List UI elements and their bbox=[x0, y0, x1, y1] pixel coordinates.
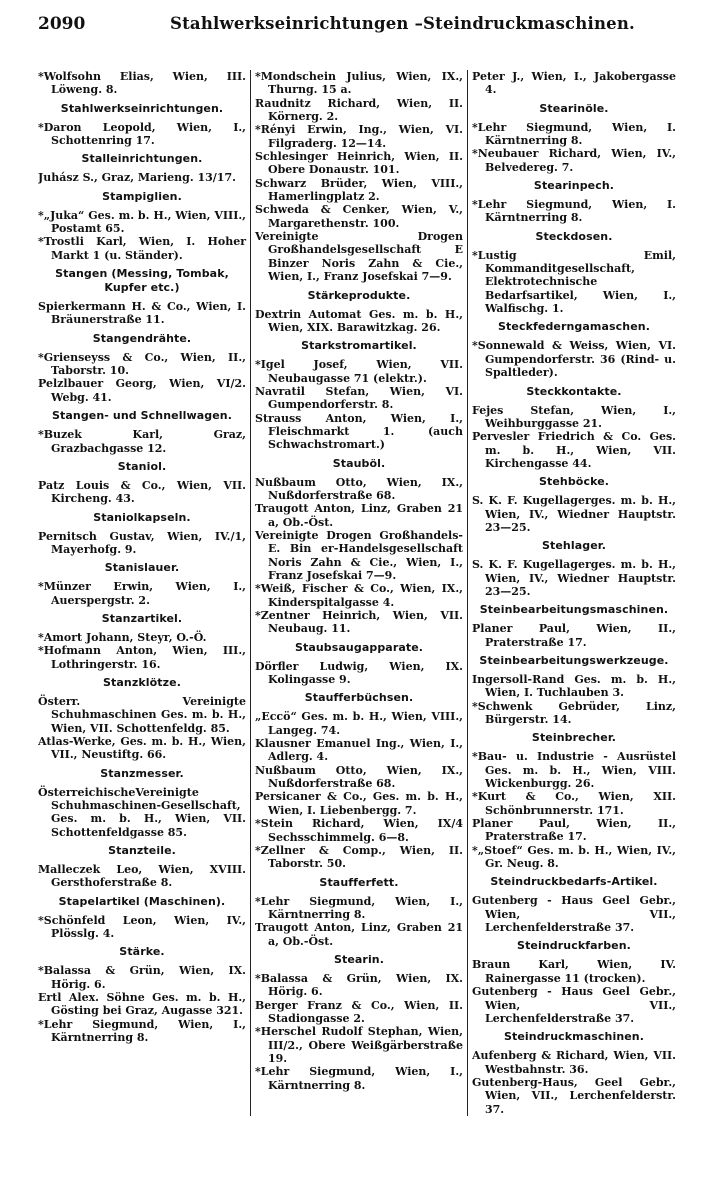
category-heading: Stangendrähte. bbox=[92, 331, 192, 345]
directory-entry: Klausner Emanuel Ing., Wien, I., Adlerg. 4. bbox=[255, 737, 463, 764]
column-middle bbox=[250, 70, 467, 1116]
directory-entry: Nußbaum Otto, Wien, IX., Nußdorferstraße 68. bbox=[255, 763, 463, 791]
directory-entry: *Zentner Heinrich, Wien, VII. Neubaug. 11. bbox=[255, 609, 463, 636]
directory-entry: „Eccö“ Ges. m. b. H., Wien, VIII., Langeg. 74. bbox=[255, 710, 463, 737]
category-heading: Stangen (Messing, Tombak, Kupfer etc.) bbox=[55, 267, 229, 295]
category-heading: Stapelartikel (Maschinen). bbox=[58, 894, 226, 908]
directory-entry: *„Juka“ Ges. m. b. H., Wien, VIII., Postamt 65. bbox=[38, 208, 246, 236]
category-heading: Stearinpech. bbox=[533, 179, 615, 193]
category-heading: Stauböl. bbox=[332, 456, 386, 470]
directory-entry: *Weiß, Fischer & Co., Wien, IX., Kinderspitalgasse 4. bbox=[255, 582, 463, 609]
category-heading: Stehlager. bbox=[541, 539, 607, 553]
directory-entry: *Lehr Siegmund, Wien, I. Kärntnerring 8. bbox=[472, 198, 676, 225]
directory-entry: Gutenberg - Haus Geel Gebr., Wien, VII., Lerchenfelderstraße 37. bbox=[472, 894, 676, 935]
directory-entry: *Lehr Siegmund, Wien, I., Kärntnerring 8. bbox=[255, 1065, 463, 1092]
directory-entry: Peter J., Wien, I., Jakobergasse 4. bbox=[472, 70, 676, 97]
directory-entry: Aufenberg & Richard, Wien, VII. Westbahnstr. 36. bbox=[472, 1049, 676, 1076]
directory-entry: *Grienseyss & Co., Wien, II., Taborstr. 10. bbox=[38, 350, 246, 378]
column-right bbox=[467, 70, 676, 1116]
directory-entry: Spierkermann H. & Co., Wien, I. Bräunerstraße 11. bbox=[38, 300, 246, 327]
directory-columns bbox=[38, 70, 676, 1116]
directory-entry: *Mondschein Julius, Wien, IX., Thurng. 15 a. bbox=[255, 70, 463, 97]
directory-entry: *Balassa & Grün, Wien, IX. Hörig. 6. bbox=[255, 971, 463, 999]
directory-entry: Berger Franz & Co., Wien, II. Stadiongasse 2. bbox=[255, 998, 463, 1025]
category-heading: Stärkeprodukte. bbox=[307, 288, 411, 302]
directory-entry: Schweda & Cenker, Wien, V., Margarethenstr. 100. bbox=[255, 203, 463, 230]
category-heading: Stärke. bbox=[119, 945, 165, 959]
directory-entry: Vereinigte Drogen Großhandelsgesellschaft E Binzer Noris Zahn & Cie., Wien, I., Franz Josefskai 7—9. bbox=[255, 230, 463, 284]
directory-entry: *Rényi Erwin, Ing., Wien, VI. Filgraderg. 12—14. bbox=[255, 123, 463, 150]
directory-entry: *Bau- u. Industrie - Ausrüstel Ges. m. b. H., Wien, VIII. Wickenburgg. 26. bbox=[472, 750, 676, 791]
directory-entry: *Wolfsohn Elias, Wien, III. Löweng. 8. bbox=[38, 70, 246, 97]
directory-entry: Pervesler Friedrich & Co. Ges. m. b. H., Wien, VII. Kirchengasse 44. bbox=[472, 430, 676, 470]
category-heading: Stangen- und Schnellwagen. bbox=[52, 409, 232, 423]
directory-entry: Österr. Vereinigte Schuhmaschinen Ges. m. b. H., Wien, VII. Schottenfeldg. 85. bbox=[38, 694, 246, 735]
page-header bbox=[38, 14, 676, 48]
category-heading: Stearinöle. bbox=[539, 101, 609, 115]
category-heading: Stanzartikel. bbox=[101, 611, 183, 625]
category-heading: Steindruckbedarfs-Artikel. bbox=[490, 875, 658, 889]
directory-entry: S. K. F. Kugellagerges. m. b. H., Wien, IV., Wiedner Hauptstr. 23—25. bbox=[472, 558, 676, 598]
directory-entry: *Herschel Rudolf Stephan, Wien, III/2., Obere Weißgärberstraße 19. bbox=[255, 1025, 463, 1065]
directory-entry: *Amort Johann, Steyr, O.-Ö. bbox=[38, 630, 207, 644]
directory-entry: *Münzer Erwin, Wien, I., Auerspergstr. 2. bbox=[38, 580, 246, 607]
category-heading: Stanzteile. bbox=[108, 844, 176, 858]
category-heading: Steinbearbeitungswerkzeuge. bbox=[479, 653, 669, 667]
directory-entry: Raudnitz Richard, Wien, II. Körnerg. 2. bbox=[255, 96, 463, 124]
category-heading: Staufferbüchsen. bbox=[304, 691, 414, 705]
category-heading: Steindruckfarben. bbox=[517, 939, 631, 953]
category-heading: Steckkontakte. bbox=[526, 384, 622, 398]
category-heading: Staniolkapseln. bbox=[93, 510, 191, 524]
directory-entry: Fejes Stefan, Wien, I., Weihburggasse 21. bbox=[472, 403, 676, 430]
category-heading: Stanzklötze. bbox=[103, 675, 181, 689]
directory-entry: Gutenberg-Haus, Geel Gebr., Wien, VII., Lerchenfelderstr. 37. bbox=[472, 1075, 676, 1116]
directory-entry: S. K. F. Kugellagerges. m. b. H., Wien, IV., Wiedner Hauptstr. 23—25. bbox=[472, 494, 676, 534]
directory-entry: Patz Louis & Co., Wien, VII. Kircheng. 43. bbox=[38, 478, 246, 506]
directory-entry: Schwarz Brüder, Wien, VIII., Hamerlingplatz 2. bbox=[255, 176, 463, 204]
category-heading: Steindruckmaschinen. bbox=[503, 1030, 645, 1044]
category-heading: Starkstromartikel. bbox=[301, 339, 417, 353]
directory-entry: Malleczek Leo, Wien, XVIII. Gersthoferstraße 8. bbox=[38, 863, 246, 890]
directory-entry: Ertl Alex. Söhne Ges. m. b. H., Gösting bei Graz, Augasse 321. bbox=[38, 991, 246, 1018]
directory-entry: Navratil Stefan, Wien, VI. Gumpendorferstr. 8. bbox=[255, 384, 463, 412]
category-heading: Stalleinrichtungen. bbox=[81, 152, 203, 166]
directory-entry: *Sonnewald & Weiss, Wien, VI. Gumpendorferstr. 36 (Rind- u. Spaltleder). bbox=[472, 339, 676, 380]
directory-entry: *Hofmann Anton, Wien, III., Lothringerstr. 16. bbox=[38, 644, 246, 671]
directory-entry: Strauss Anton, Wien, I., Fleischmarkt 1. (auch Schwachstromart.) bbox=[255, 411, 463, 452]
category-heading: Stampiglien. bbox=[102, 189, 182, 203]
directory-entry: Braun Karl, Wien, IV. Rainergasse 11 (trocken). bbox=[472, 958, 676, 985]
directory-entry: *Daron Leopold, Wien, I., Schottenring 17. bbox=[38, 120, 246, 148]
directory-entry: ÖsterreichischeVereinigte Schuhmaschinen-Gesellschaft, Ges. m. b. H., Wien, VII. Schottenfeldgasse 85. bbox=[38, 785, 246, 839]
directory-entry: *Schönfeld Leon, Wien, IV., Plösslg. 4. bbox=[38, 913, 246, 941]
directory-entry: Ingersoll-Rand Ges. m. b. H., Wien, I. Tuchlauben 3. bbox=[472, 672, 676, 700]
directory-entry: Dextrin Automat Ges. m. b. H., Wien, XIX. Barawitzkag. 26. bbox=[255, 307, 463, 334]
directory-entry: Traugott Anton, Linz, Graben 21 a, Ob.-Öst. bbox=[255, 502, 463, 529]
category-heading: Staniol. bbox=[117, 459, 167, 473]
directory-entry: Schlesinger Heinrich, Wien, II. Obere Donaustr. 101. bbox=[255, 150, 463, 177]
column-left bbox=[38, 70, 250, 1116]
page-number: 2090 bbox=[38, 14, 86, 34]
directory-entry: *Kurt & Co., Wien, XII. Schönbrunnerstr. 171. bbox=[472, 790, 676, 817]
category-heading: Staubsaugapparate. bbox=[294, 640, 424, 654]
directory-entry: *Buzek Karl, Graz, Grazbachgasse 12. bbox=[38, 428, 246, 455]
directory-entry: *Lehr Siegmund, Wien, I., Kärntnerring 8. bbox=[38, 1017, 246, 1045]
category-heading: Stanzmesser. bbox=[100, 766, 184, 780]
directory-entry: Atlas-Werke, Ges. m. b. H., Wien, VII., Neustiftg. 66. bbox=[38, 734, 246, 762]
category-heading: Stahlwerkseinrichtungen. bbox=[60, 101, 224, 115]
directory-entry: Juhász S., Graz, Marieng. 13/17. bbox=[38, 171, 236, 185]
running-title: Stahlwerkseinrichtungen –Steindruckmaschinen. bbox=[170, 14, 636, 33]
directory-entry: Traugott Anton, Linz, Graben 21 a, Ob.-Öst. bbox=[255, 921, 463, 948]
category-heading: Steinbearbeitungsmaschinen. bbox=[479, 603, 669, 617]
directory-entry: Planer Paul, Wien, II., Praterstraße 17. bbox=[472, 622, 676, 649]
directory-entry: *Zellner & Comp., Wien, II. Taborstr. 50. bbox=[255, 843, 463, 871]
directory-entry: *Neubauer Richard, Wien, IV., Belvedereg. 7. bbox=[472, 147, 676, 174]
category-heading: Steckdosen. bbox=[535, 229, 613, 243]
directory-entry: Gutenberg - Haus Geel Gebr., Wien, VII., Lerchenfelderstraße 37. bbox=[472, 985, 676, 1025]
directory-entry: *Lustig Emil, Kommanditgesellschaft, Elektrotechnische Bedarfsartikel, Wien, I., Walfischg. 1. bbox=[472, 248, 676, 316]
directory-entry: Nußbaum Otto, Wien, IX., Nußdorferstraße 68. bbox=[255, 475, 463, 502]
directory-entry: Planer Paul, Wien, II., Praterstraße 17. bbox=[472, 817, 676, 844]
directory-entry: Pelzlbauer Georg, Wien, VI/2. Webg. 41. bbox=[38, 377, 246, 404]
directory-entry: *Igel Josef, Wien, VII. Neubaugasse 71 (elektr.). bbox=[255, 358, 463, 385]
category-heading: Stearin. bbox=[333, 952, 385, 966]
directory-entry: *Lehr Siegmund, Wien, I. Kärntnerring 8. bbox=[472, 120, 676, 148]
directory-entry: *Balassa & Grün, Wien, IX. Hörig. 6. bbox=[38, 964, 246, 991]
category-heading: Stanislauer. bbox=[104, 561, 180, 575]
directory-entry: *Schwenk Gebrüder, Linz, Bürgerstr. 14. bbox=[472, 699, 676, 726]
category-heading: Staufferfett. bbox=[319, 875, 399, 889]
directory-entry: Persicaner & Co., Ges. m. b. H., Wien, I. Liebenbergg. 7. bbox=[255, 790, 463, 817]
directory-entry: *Trostli Karl, Wien, I. Hoher Markt 1 (u. Ständer). bbox=[38, 235, 246, 262]
category-heading: Steinbrecher. bbox=[531, 731, 617, 745]
category-heading: Stehböcke. bbox=[538, 475, 610, 489]
directory-entry: *„Stoef“ Ges. m. b. H., Wien, IV., Gr. Neug. 8. bbox=[472, 843, 676, 871]
directory-entry: Vereinigte Drogen Großhandels-E. Bin er-Handelsgesellschaft Noris Zahn & Cie., Wien, I., Franz Josefskai 7—9. bbox=[255, 528, 463, 582]
directory-entry: Pernitsch Gustav, Wien, IV./1, Mayerhofg. 9. bbox=[38, 529, 246, 556]
directory-entry: Dörfler Ludwig, Wien, IX. Kolingasse 9. bbox=[255, 659, 463, 687]
directory-entry: *Stein Richard, Wien, IX/4 Sechsschimmelg. 6—8. bbox=[255, 817, 463, 844]
category-heading: Steckfederngamaschen. bbox=[498, 320, 650, 334]
directory-entry: *Lehr Siegmund, Wien, I., Kärntnerring 8. bbox=[255, 894, 463, 921]
